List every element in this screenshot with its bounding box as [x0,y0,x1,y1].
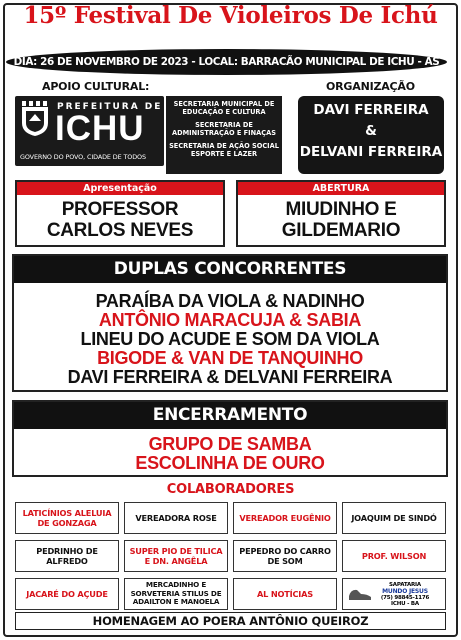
colaborador-cell: PROF. WILSON [342,540,446,572]
organizacao-label: ORGANIZAÇÃO [326,80,415,93]
colaborador-cell: LATICÍNIOS ALELUIA DE GONZAGA [15,502,119,534]
sapataria-city: ICHU - BA [391,600,419,607]
shoe-icon [347,586,373,602]
apresentacao-box [15,180,225,247]
secretaria-administracao: SECRETARIA DE ADMINISTRAÇÃO E FINAÇAS [172,121,276,137]
crest-icon [20,101,52,137]
abertura-box [236,180,446,247]
organizacao-line2: & [365,123,377,139]
apoio-cultural-label: APOIO CULTURAL: [42,80,150,93]
duplas-box [12,254,448,392]
sapataria-line2: MUNDO JESUS [382,587,428,595]
colaborador-cell: MERCADINHO E SORVETERIA STILUS DE ADAILTON E MANOELA [124,578,228,610]
colaborador-cell: JACARÉ DO AÇUDE [15,578,119,610]
encerramento-heading: ENCERRAMENTO [14,402,446,429]
encerramento-box [12,400,448,477]
colaborador-cell: AL NOTÍCIAS [233,578,337,610]
prefeitura-word: PREFEITURA DE [57,102,163,112]
encerramento-line1: GRUPO DE SAMBA [148,434,312,454]
colaborador-cell: PEDRINHO DE ALFREDO [15,540,119,572]
dupla-item: BIGODE & VAN DE TANQUINHO [97,348,363,368]
prefeitura-name: ICHU [55,109,145,148]
apresentacao-line1: PROFESSOR [61,199,179,220]
organizacao-line1: DAVI FERREIRA [313,102,429,118]
apresentacao-label: Apresentação [17,182,223,195]
dupla-item: LINEU DO ACUDE E SOM DA VIOLA [80,329,380,349]
dupla-item: PARAÍBA DA VIOLA & NADINHO [95,291,365,311]
abertura-line2: GILDEMARIO [281,220,401,241]
encerramento-line2: ESCOLINHA DE OURO [135,453,325,473]
colaborador-cell: VEREADOR EUGÊNIO [233,502,337,534]
homenagem-banner: HOMENAGEM AO POERA ANTÔNIO QUEIROZ [15,612,446,630]
prefeitura-slogan: GOVERNO DO POVO, CIDADE DE TODOS [20,153,146,161]
abertura-line1: MIUDINHO E [285,199,397,220]
colaboradores-heading: COLABORADORES [166,482,295,497]
secretaria-acao-social: SECRETARIA DE AÇÃO SOCIAL ESPORTE E LAZER [169,142,279,158]
sapataria-phone: (75) 98845-1176 [380,594,430,601]
dupla-item: ANTÔNIO MARACUJA & SABIA [98,310,362,330]
organizacao-box [298,96,444,174]
date-location-band: DIA: 26 DE NOVEMBRO DE 2023 - LOCAL: BARRACÃO MUNICIPAL DE ICHU - ÀS 15 HS [6,49,447,75]
duplas-heading: DUPLAS CONCORRENTES [14,256,446,283]
colaborador-cell: PEPEDRO DO CARRO DE SOM [233,540,337,572]
secretaria-educacao: SECRETARIA MUNICIPAL DE EDUCAÇÃO E CULTURA [173,100,275,116]
colaborador-cell: JOAQUIM DE SINDÓ [342,502,446,534]
abertura-label: ABERTURA [238,182,444,195]
colaborador-cell: SUPER PIO DE TILICA E DN. ANGÊLA [124,540,228,572]
secretarias-list [166,96,282,174]
sapataria-line1: SAPATARIA [389,581,421,588]
festival-title: 15º Festival De Violeiros De Ichú [23,2,438,29]
prefeitura-logo [15,96,164,166]
apresentacao-line2: CARLOS NEVES [46,220,194,241]
dupla-item: DAVI FERREIRA & DELVANI FERREIRA [67,367,393,387]
colaborador-cell: VEREADORA ROSE [124,502,228,534]
organizacao-line3: DELVANI FERREIRA [299,144,443,160]
sapataria-logo-cell [342,578,446,610]
